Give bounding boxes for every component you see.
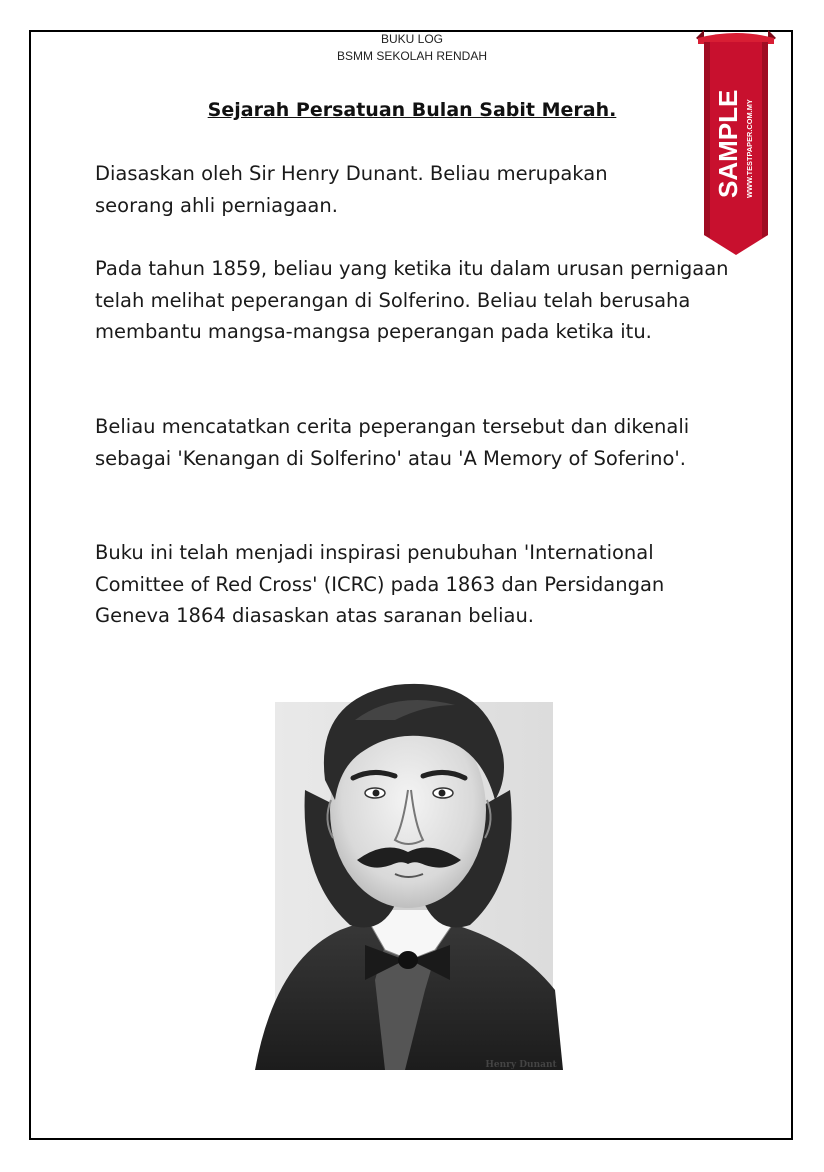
- henry-dunant-portrait: [245, 660, 565, 1080]
- svg-text:SAMPLE: SAMPLE: [713, 89, 743, 198]
- header-title: BUKU LOG: [380, 32, 443, 46]
- paragraph-3: Beliau mencatatkan cerita peperangan tersebut dan dikenali sebagai 'Kenangan di Solferino' atau 'A Memory of Soferino'.: [95, 415, 690, 470]
- page-title: Sejarah Persatuan Bulan Sabit Merah.: [207, 99, 617, 121]
- sample-watermark: [710, 70, 760, 200]
- paragraph-4: Buku ini telah menjadi inspirasi penubuhan 'International Comittee of Red Cross' (ICRC) pada 1863 dan Persidangan Geneva 1864 diasaskan atas saranan beliau.: [95, 541, 665, 627]
- paragraph-1: Diasaskan oleh Sir Henry Dunant. Beliau merupakan seorang ahli perniagaan.: [95, 162, 608, 217]
- paragraph-2: Pada tahun 1859, beliau yang ketika itu dalam urusan pernigaan telah melihat peperangan di Solferino. Beliau telah berusaha membantu mangsa-mangsa peperangan pada ketika itu.: [95, 257, 729, 343]
- portrait-caption: Henry Dunant: [485, 1060, 557, 1070]
- header-subtitle: BSMM SEKOLAH RENDAH: [336, 49, 488, 63]
- svg-text:WWW.TESTPAPER.COM.MY: WWW.TESTPAPER.COM.MY: [745, 99, 754, 198]
